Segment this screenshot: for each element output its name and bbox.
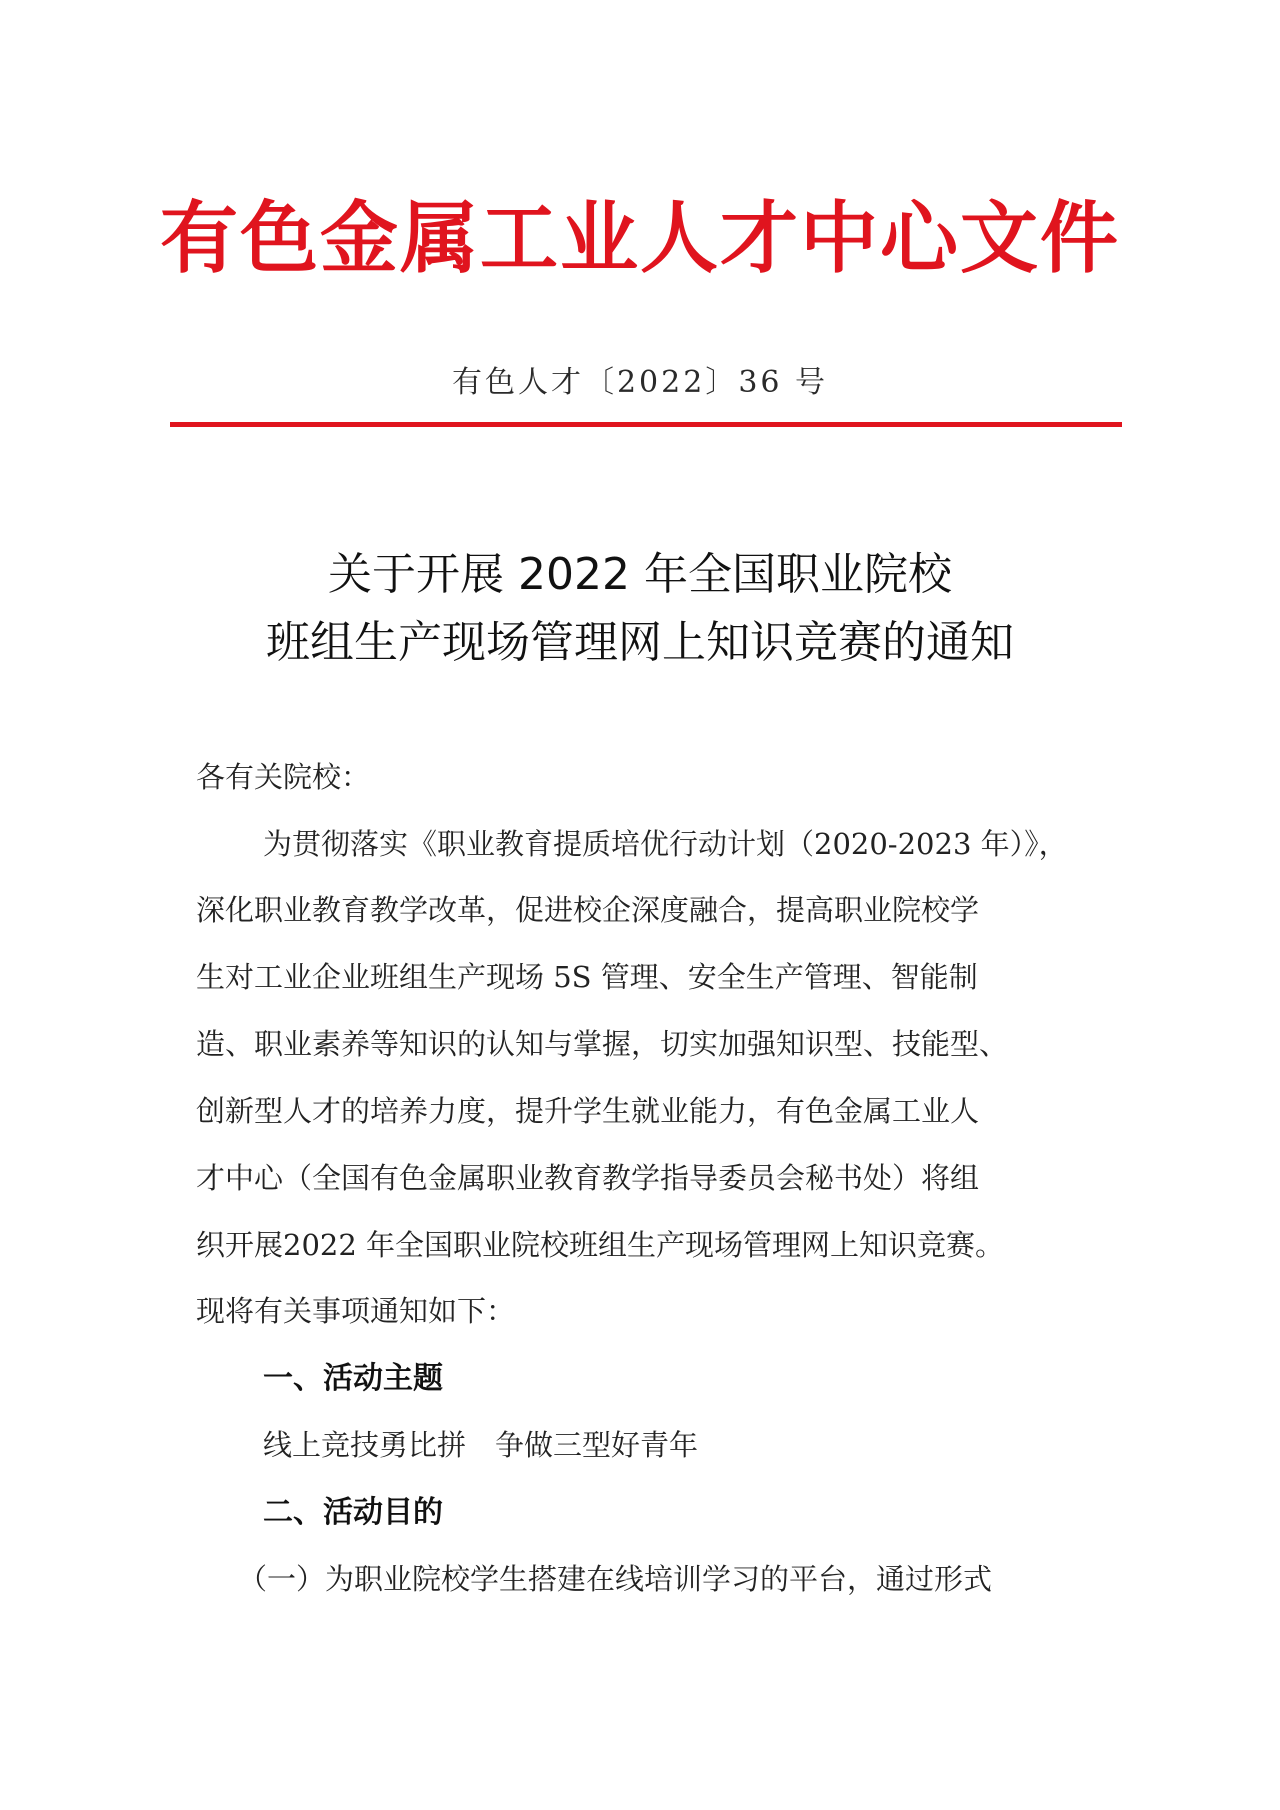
intro-line: 现将有关事项通知如下： — [196, 1294, 516, 1328]
section-2-item-1: （一）为职业院校学生搭建在线培训学习的平台，通过形式 — [238, 1562, 993, 1596]
intro-line: 创新型人才的培养力度，提升学生就业能力，有色金属工业人 — [196, 1094, 980, 1128]
red-divider — [170, 422, 1122, 427]
intro-line: 才中心（全国有色金属职业教育教学指导委员会秘书处）将组 — [196, 1161, 980, 1195]
document-masthead: 有色金属工业人才中心文件 — [159, 194, 1120, 284]
section-1-heading: 一、活动主题 — [263, 1361, 443, 1396]
intro-line: 造、职业素养等知识的认知与掌握，切实加强知识型、技能型、 — [196, 1027, 1009, 1061]
section-1-content: 线上竞技勇比拼 争做三型好青年 — [263, 1428, 699, 1462]
section-2-heading: 二、活动目的 — [263, 1495, 443, 1530]
salutation: 各有关院校： — [196, 760, 371, 794]
intro-line: 生对工业企业班组生产现场 5S 管理、安全生产管理、智能制 — [196, 960, 978, 994]
notice-title-line-2: 班组生产现场管理网上知识竞赛的通知 — [266, 617, 1014, 668]
intro-line: 织开展2022 年全国职业院校班组生产现场管理网上知识竞赛。 — [196, 1228, 1005, 1262]
notice-title-line-1: 关于开展 2022 年全国职业院校 — [328, 549, 952, 600]
intro-line: 为贯彻落实《职业教育提质培优行动计划（2020-2023 年）》， — [263, 827, 1068, 861]
document-number: 有色人才〔2022〕36 号 — [451, 365, 829, 400]
intro-line: 深化职业教育教学改革，促进校企深度融合，提高职业院校学 — [196, 893, 980, 927]
